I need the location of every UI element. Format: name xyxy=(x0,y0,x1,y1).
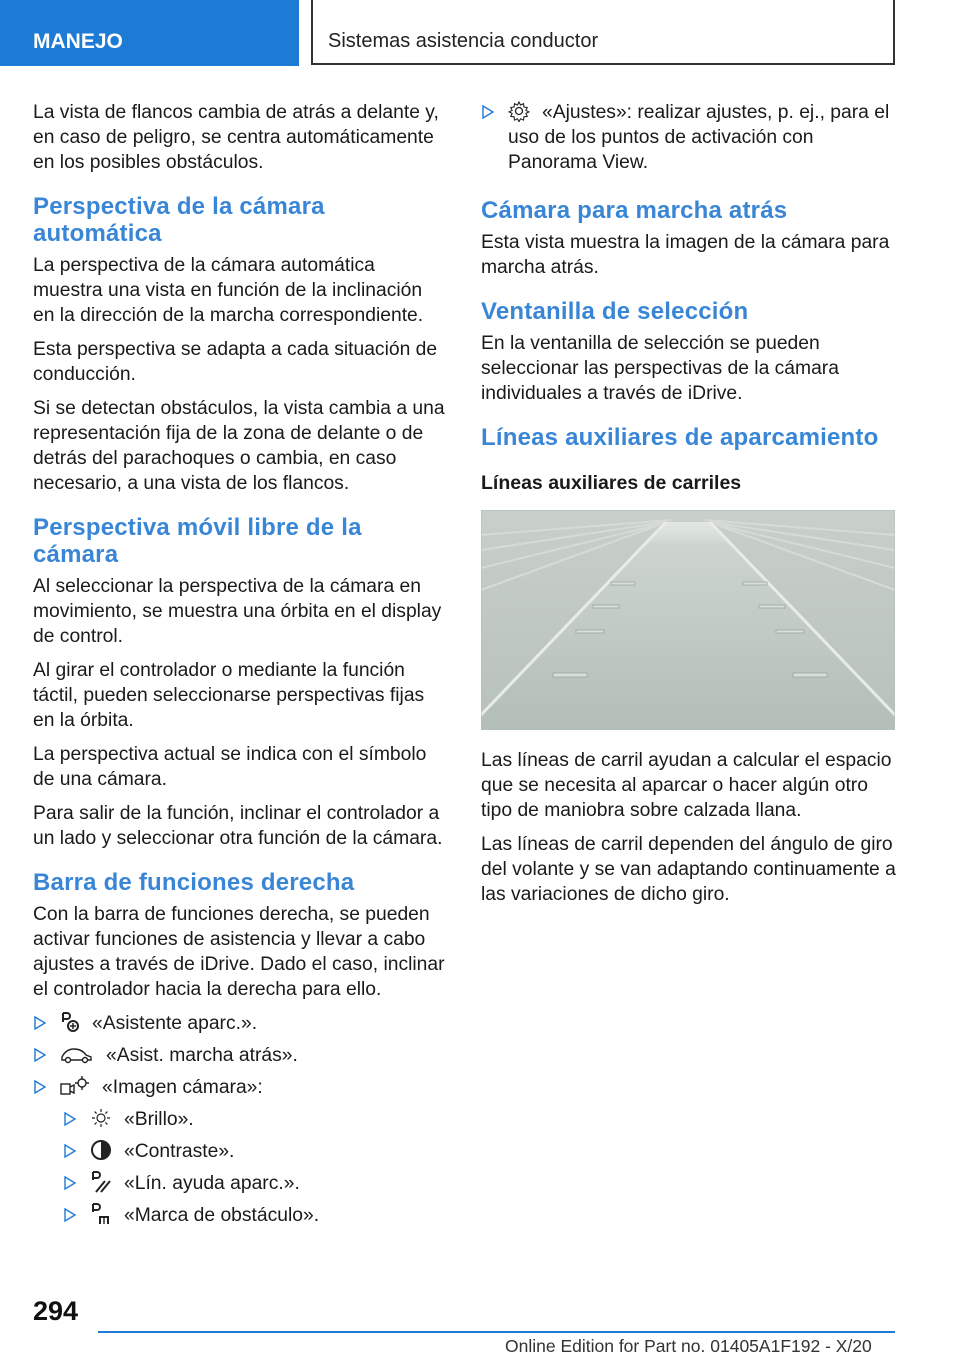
list-item xyxy=(63,1139,448,1164)
parking-lines-icon xyxy=(90,1171,112,1193)
heading-parking-lines: Líneas auxiliares de aparcamiento xyxy=(481,424,879,451)
chapter-header xyxy=(311,0,895,65)
list-item-label: «Contraste». xyxy=(124,1141,235,1162)
paragraph: La perspectiva de la cámara automática muestra una vista en función de la inclinación en la dirección de la marcha correspondiente. xyxy=(33,255,424,326)
bullet-triangle-icon xyxy=(33,1080,47,1094)
camera-image-icon xyxy=(60,1075,90,1097)
contrast-icon xyxy=(90,1139,112,1161)
list-item xyxy=(63,1107,448,1132)
subheading-lane-lines: Líneas auxiliares de carriles xyxy=(481,472,742,494)
list-item xyxy=(33,1043,448,1068)
list-item-label: «Marca de obstáculo». xyxy=(124,1205,320,1226)
right-column xyxy=(481,100,899,916)
section-tab xyxy=(0,0,299,66)
list-item-label: «Brillo». xyxy=(124,1109,194,1130)
bullet-triangle-icon xyxy=(63,1112,77,1126)
brightness-icon xyxy=(90,1107,112,1129)
intro-paragraph: La vista de flancos cambia de atrás a delante y, en caso de peligro, se centra automáticamente en los posibles obstáculos. xyxy=(33,102,439,173)
list-item xyxy=(33,1075,448,1100)
list-item xyxy=(63,1171,448,1196)
heading-rear-camera: Cámara para marcha atrás xyxy=(481,197,788,224)
list-item-label: «Imagen cámara»: xyxy=(102,1077,263,1098)
list-item xyxy=(33,1011,448,1036)
bullet-triangle-icon xyxy=(63,1176,77,1190)
list-item-label: «Asist. marcha atrás». xyxy=(106,1045,298,1066)
left-column xyxy=(33,100,448,1235)
park-assist-icon xyxy=(60,1011,80,1033)
function-bar-list xyxy=(33,1011,448,1100)
reverse-assist-icon xyxy=(60,1045,94,1065)
list-item xyxy=(481,100,899,175)
paragraph: Esta perspectiva se adapta a cada situación de conducción. xyxy=(33,339,438,385)
paragraph: En la ventanilla de selección se pueden seleccionar las perspectivas de la cámara individuales a través de iDrive. xyxy=(481,333,839,404)
heading-function-bar: Barra de funciones derecha xyxy=(33,869,355,896)
obstacle-mark-icon xyxy=(90,1203,112,1225)
footer-divider xyxy=(98,1331,895,1333)
section-title: MANEJO xyxy=(33,30,123,53)
bullet-triangle-icon xyxy=(481,105,495,119)
bullet-triangle-icon xyxy=(33,1016,47,1030)
bullet-triangle-icon xyxy=(63,1144,77,1158)
list-item xyxy=(63,1203,448,1228)
camera-image-sublist xyxy=(63,1107,448,1228)
heading-free-camera: Perspectiva móvil libre de la cámara xyxy=(33,514,362,568)
paragraph: Al girar el controlador o mediante la función táctil, pueden seleccionarse perspectivas fijas en la órbita. xyxy=(33,660,425,731)
paragraph: La perspectiva actual se indica con el símbolo de una cámara. xyxy=(33,744,427,790)
heading-selection-window: Ventanilla de selección xyxy=(481,298,749,325)
gear-icon xyxy=(508,100,530,122)
bullet-triangle-icon xyxy=(63,1208,77,1222)
paragraph: Si se detectan obstáculos, la vista cambia a una representación fija de la zona de delante o de detrás del parachoques o cambia, en caso necesario, a una vista de los flancos. xyxy=(33,398,445,494)
page-number: 294 xyxy=(33,1296,79,1326)
paragraph: Las líneas de carril dependen del ángulo de giro del volante y se van adaptando continuamente a las variaciones de dicho giro. xyxy=(481,834,896,905)
list-item-label: «Lín. ayuda aparc.». xyxy=(124,1173,300,1194)
bullet-triangle-icon xyxy=(33,1048,47,1062)
paragraph: Con la barra de funciones derecha, se pueden activar funciones de asistencia y llevar a cabo ajustes a través de iDrive. Dado el caso, inclinar el controlador hacia la derecha para ello. xyxy=(33,904,445,1000)
list-item-label: «Ajustes»: realizar ajustes, p. ej., para el uso de los puntos de activación con Panorama View. xyxy=(508,102,890,173)
footer-edition: Online Edition for Part no. 01405A1F192 - X/20 xyxy=(505,1336,872,1356)
chapter-title: Sistemas asistencia conductor xyxy=(328,30,599,52)
paragraph: Al seleccionar la perspectiva de la cámara en movimiento, se muestra una órbita en el display de control. xyxy=(33,576,442,647)
paragraph: Esta vista muestra la imagen de la cámara para marcha atrás. xyxy=(481,232,890,278)
list-item-label: «Asistente aparc.». xyxy=(92,1013,258,1034)
heading-automatic-camera: Perspectiva de la cámara automática xyxy=(33,193,325,247)
paragraph: Para salir de la función, inclinar el controlador a un lado y seleccionar otra función de la cámara. xyxy=(33,803,443,849)
lane-lines-illustration xyxy=(481,510,895,730)
settings-list xyxy=(481,100,899,175)
paragraph: Las líneas de carril ayudan a calcular el espacio que se necesita al aparcar o hacer algún otro tipo de maniobra sobre calzada llana. xyxy=(481,750,892,821)
